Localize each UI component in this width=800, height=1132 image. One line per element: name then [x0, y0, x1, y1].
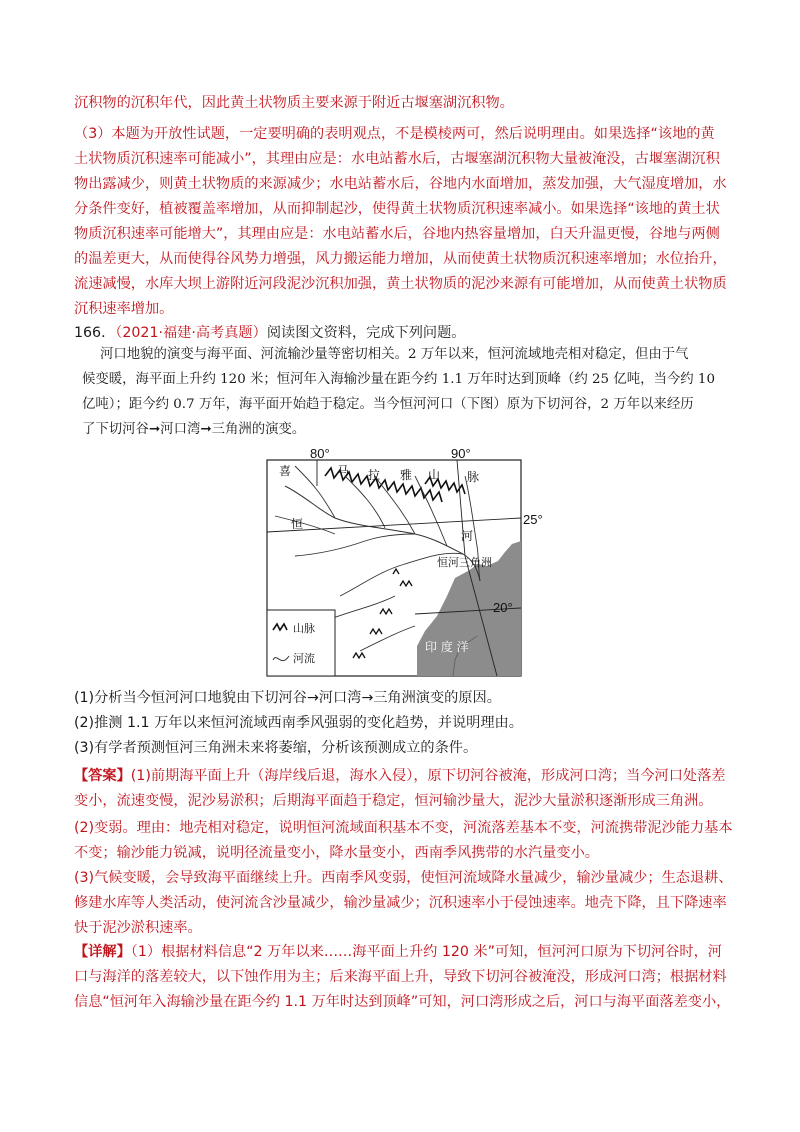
- himalaya-char: 马: [337, 464, 350, 478]
- prev-answer-line: 物出露减少，则黄土状物质的来源减少；水电站蓄水后，谷地内水面增加，蒸发加强，大气湿度增加，水: [74, 176, 727, 192]
- himalaya-char: 雅: [400, 468, 413, 482]
- answer-text: (1)前期海平面上升（海岸线后退，海水入侵），原下切河谷被淹，形成河口湾；当今河口处落差: [130, 768, 726, 784]
- he-label: 河: [461, 529, 474, 543]
- answer-line: 快于泥沙淤积速率。: [74, 920, 202, 936]
- heng-label: 恒: [291, 517, 304, 531]
- ocean-label: 印 度 洋: [425, 640, 469, 654]
- prev-answer-line: 物质沉积速率可能增大”，其理由应是：水电站蓄水后，谷地内热容量增加，白天升温更慢，谷地与两侧: [74, 226, 720, 242]
- legend-box: [267, 610, 335, 676]
- prev-answer-line: 土状物质沉积速率可能减小”，其理由应是：水电站蓄水后，古堰塞湖沉积物大量被淹没，古堰塞湖沉积: [74, 151, 720, 167]
- lat-20-label: 20°: [493, 600, 513, 615]
- legend-river-label: 河流: [293, 652, 315, 665]
- material-line: 亿吨）；距今约 0.7 万年，海平面开始趋于稳定。当今恒河河口（下图）原为下切河谷，2 万年以来经历: [82, 397, 694, 412]
- detail-text: （1）根据材料信息“2 万年以来……海平面上升约 120 米”可知，恒河河口原为下切河谷时，河: [130, 944, 722, 960]
- legend-mountain-label: 山脉: [293, 622, 315, 635]
- himalaya-char: 拉: [368, 468, 381, 482]
- ganges-map: [265, 446, 543, 678]
- detail-line: 口与海洋的落差较大，以下蚀作用为主；后来海平面上升，导致下切河谷被淹没，形成河口湾；根据材料: [74, 969, 727, 985]
- prev-answer-line: （3）本题为开放性试题，一定要明确的表明观点，不是模棱两可，然后说明理由。如果选择“该地的黄: [74, 126, 715, 142]
- material-line: 河口地貌的演变与海平面、河流输沙量等密切相关。2 万年以来，恒河流域地壳相对稳定，但由于气: [100, 347, 689, 362]
- sub-question: (2)推测 1.1 万年以来恒河流域西南季风强弱的变化趋势，并说明理由。: [74, 715, 523, 731]
- lon-80-label: 80°: [310, 446, 330, 461]
- himalaya-char: 喜: [279, 464, 292, 478]
- detail-line: 信息“恒河年入海输沙量在距今约 1.1 万年时达到顶峰”可知，河口湾形成之后，河口与海平面落差变小，: [74, 994, 731, 1010]
- answer-line: 不变；输沙能力锐减，说明径流量变小，降水量变小，西南季风携带的水汽量变小。: [74, 845, 599, 861]
- prev-answer-line: 分条件变好，植被覆盖率增加，从而抑制起沙，使得黄土状物质沉积速率减小。如果选择“该地的黄土状: [74, 201, 720, 217]
- answer-line: 修建水库等人类活动，使河流含沙量减少，输沙量减少；沉积速率小于侵蚀速率。地壳下降，且下降速率: [74, 895, 727, 911]
- question-intro: 阅读图文资料，完成下列问题。: [266, 325, 466, 341]
- delta-label: 恒河三角洲: [437, 556, 492, 569]
- answer-label: 【答案】: [74, 768, 131, 784]
- himalaya-char: 山: [428, 468, 441, 482]
- answer-line: (2)变弱。理由：地壳相对稳定，说明恒河流域面积基本不变，河流落差基本不变，河流携带泥沙能力基本: [74, 820, 733, 836]
- lon-90-label: 90°: [451, 446, 471, 461]
- answer-line: [74, 766, 725, 786]
- prev-answer-line: 沉积速率增加。: [74, 301, 174, 317]
- himalaya-char: 脉: [467, 470, 480, 484]
- sub-question: (1)分析当今恒河河口地貌由下切河谷→河口湾→三角洲演变的原因。: [74, 690, 501, 706]
- question-source: （2021·福建·高考真题）: [115, 325, 267, 341]
- answer-line: (3)气候变暖，会导致海平面继续上升。西南季风变弱，使恒河流域降水量减少，输沙量减少；生态退耕、: [74, 870, 733, 886]
- prev-answer-line: 的温差更大，从而使得谷风势力增强，风力搬运能力增加，从而使黄土状物质沉积速率增加；水位抬升，: [74, 251, 727, 267]
- material-line: 了下切河谷➞河口湾➞三角洲的演变。: [82, 422, 306, 437]
- question-header: [74, 323, 465, 343]
- lat-25-label: 25°: [523, 512, 543, 527]
- map-svg: [265, 446, 543, 678]
- detail-label: 【详解】: [74, 944, 131, 960]
- material-line: 候变暖，海平面上升约 120 米；恒河年入海输沙量在距今约 1.1 万年时达到顶峰（约 25 亿吨，当今约 10: [82, 372, 715, 387]
- question-number: 166．: [74, 325, 116, 341]
- prev-answer-line: 流速减慢，水库大坝上游附近河段泥沙沉积加强，黄土状物质的泥沙来源有可能增加，从而使黄土状物质: [74, 276, 727, 292]
- sub-question: (3)有学者预测恒河三角洲未来将萎缩，分析该预测成立的条件。: [74, 740, 478, 756]
- answer-line: 变小，流速变慢，泥沙易淤积；后期海平面趋于稳定，恒河输沙量大，泥沙大量淤积逐渐形成三角洲。: [74, 793, 713, 809]
- detail-line: [74, 942, 722, 962]
- prev-answer-line: 沉积物的沉积年代，因此黄土状物质主要来源于附近古堰塞湖沉积物。: [74, 95, 514, 111]
